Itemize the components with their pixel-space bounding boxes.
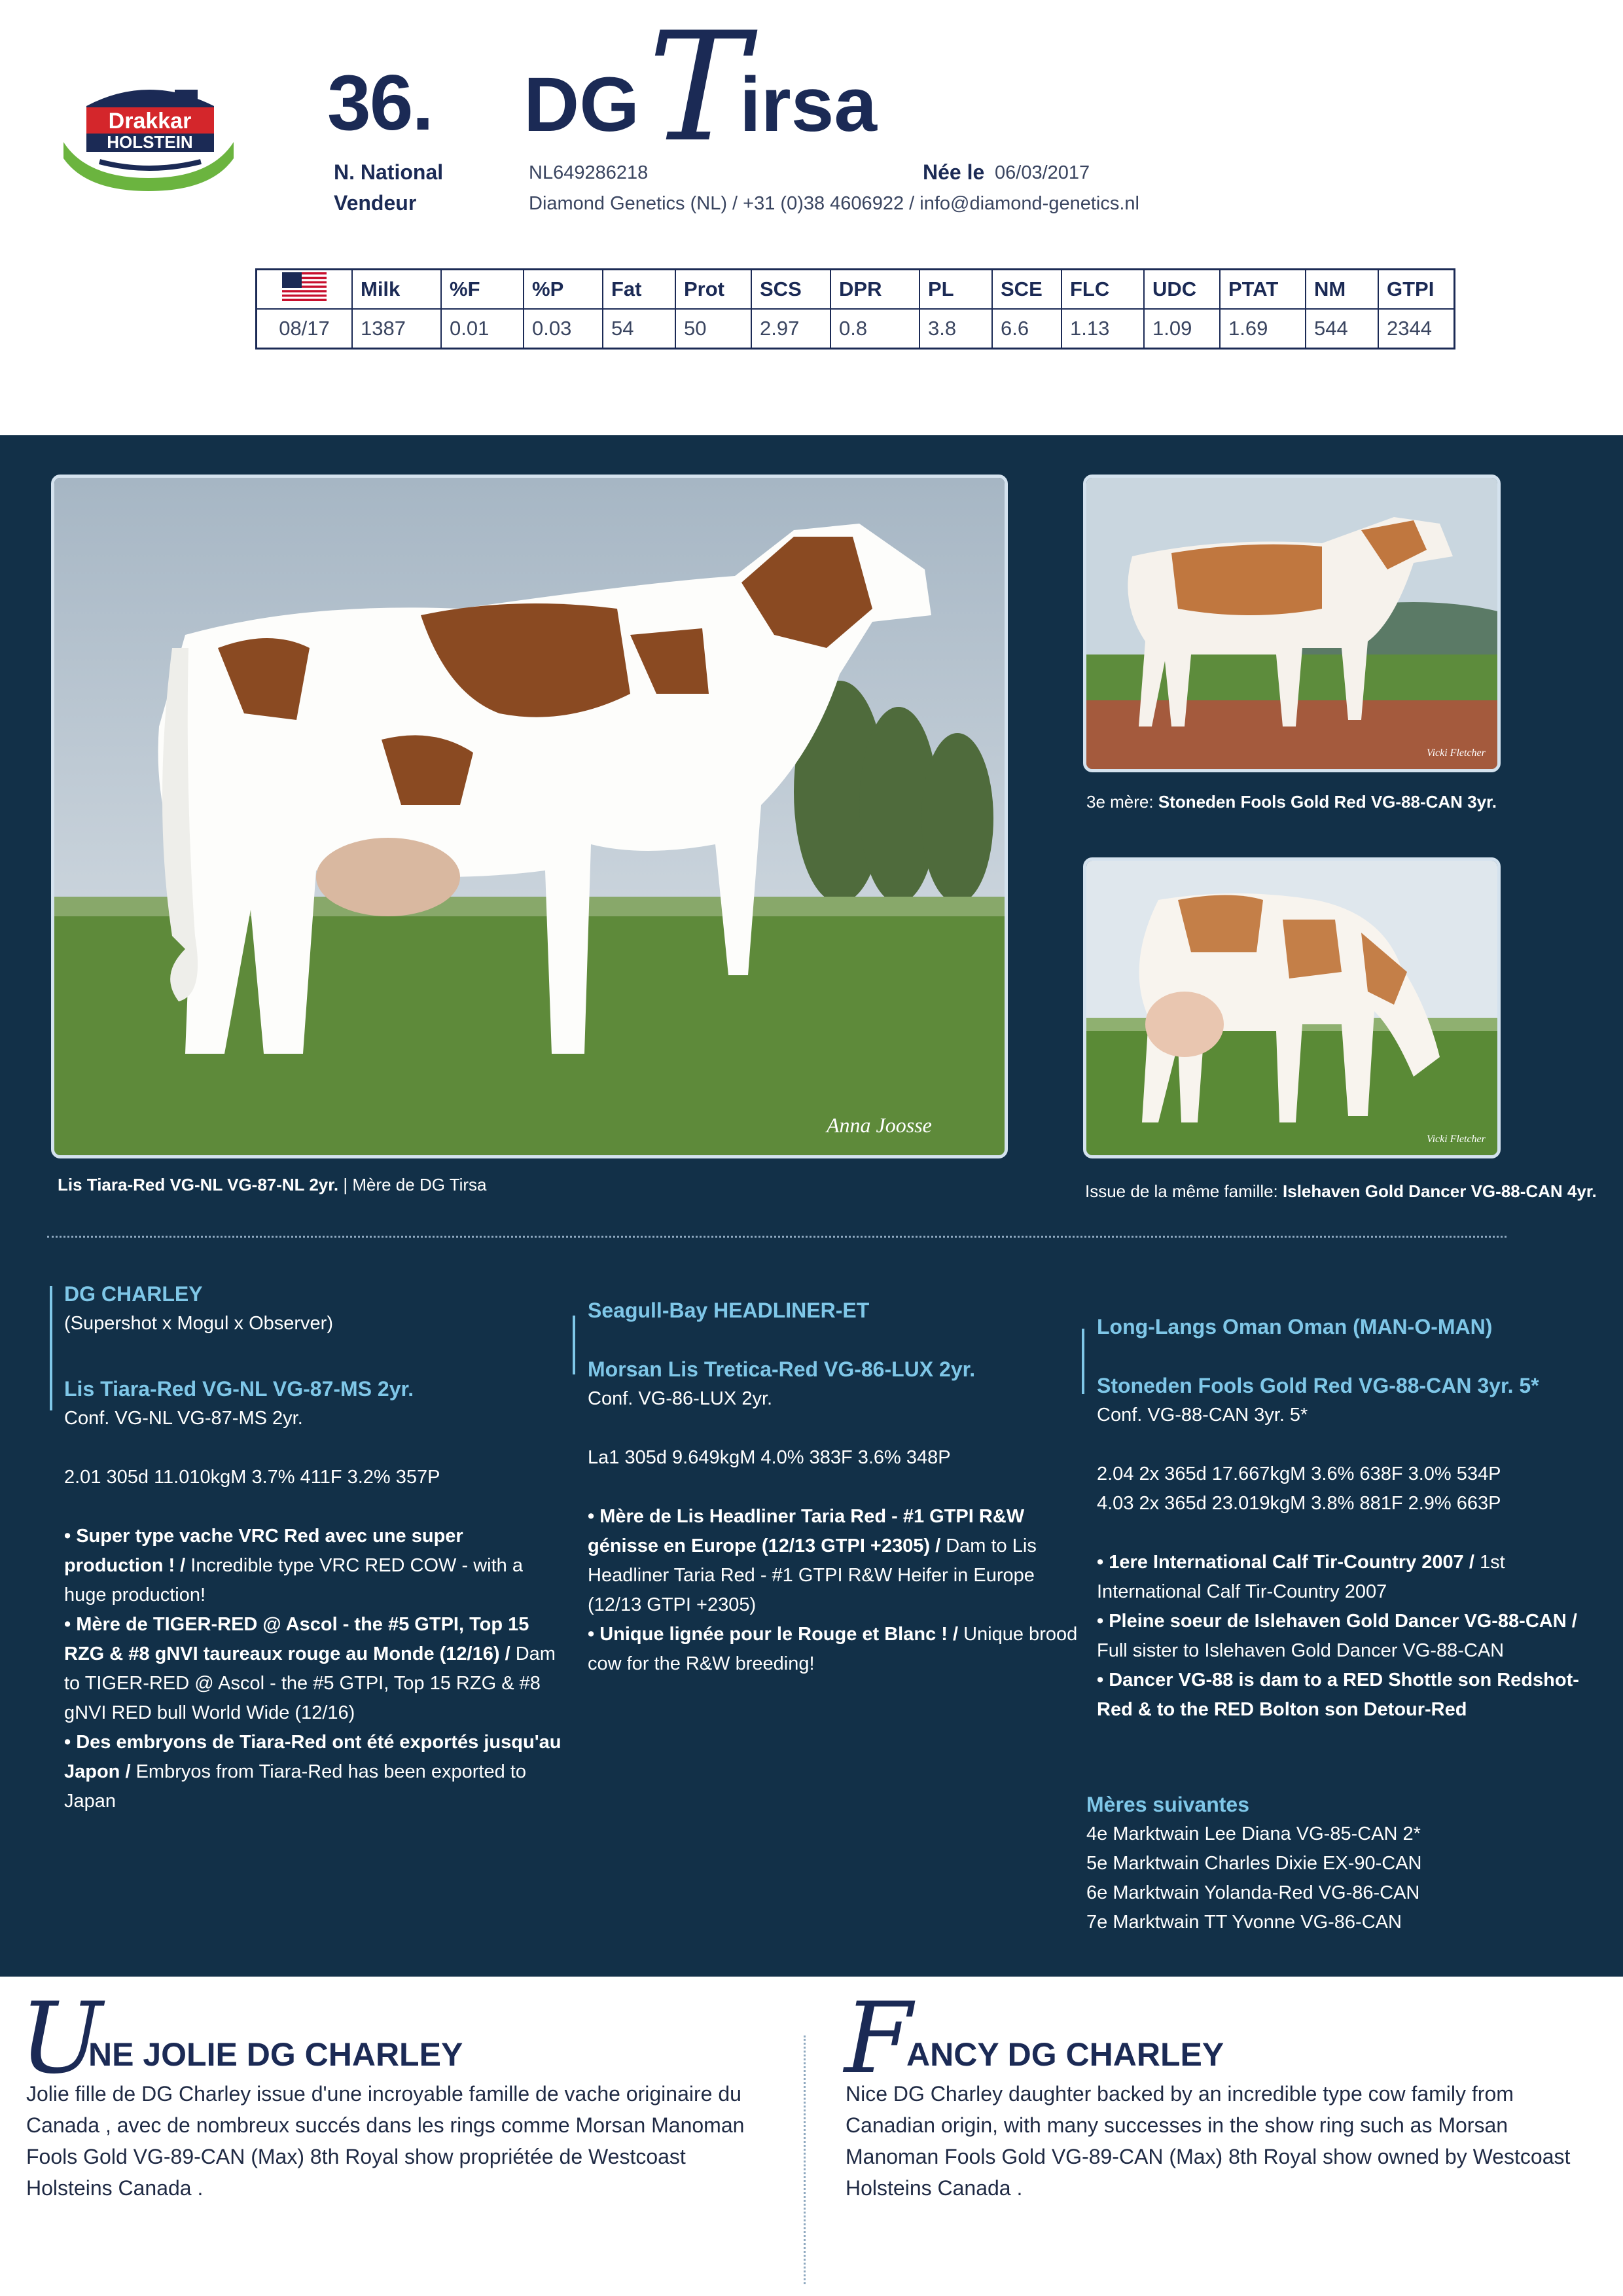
- col3-dam-production-2: 4.03 2x 365d 23.019kgM 3.8% 881F 2.9% 663P: [1097, 1493, 1501, 1514]
- col3-dam-production-1: 2.04 2x 365d 17.667kgM 3.6% 638F 3.0% 534P: [1097, 1463, 1501, 1484]
- main-photo-watermark: Anna Joosse: [827, 1113, 932, 1137]
- en-title: ANCY DG CHARLEY: [906, 2036, 1224, 2073]
- val-prot: 50: [675, 309, 751, 349]
- col-pl: PL: [919, 270, 992, 310]
- val-udc: 1.09: [1144, 309, 1220, 349]
- born-value: 06/03/2017: [995, 162, 1090, 183]
- family-caption-name: Islehaven Gold Dancer VG-88-CAN 4yr.: [1283, 1181, 1597, 1201]
- index-header-row: [257, 270, 1455, 310]
- col-gtpi: GTPI: [1378, 270, 1455, 310]
- val-nm: 544: [1306, 309, 1378, 349]
- fr-description: Jolie fille de DG Charley issue d'une incroyable famille de vache originaire du Canada , avec de nombreux succés dans les rings comme Morsan Manoman Fools Gold VG-89-CAN (Max) 8th Royal show propriétée de Westcoast Holsteins Canada .: [26, 2082, 745, 2200]
- pedigree-column-3: [1097, 1312, 1581, 1725]
- col-sce: SCE: [992, 270, 1061, 310]
- main-caption-rest: | Mère de DG Tirsa: [338, 1175, 487, 1194]
- col1-sire: DG CHARLEY: [64, 1282, 203, 1306]
- col2-bullet-2: • Unique lignée pour le Rouge et Blanc ! / Unique brood cow for the R&W breeding!: [588, 1624, 1078, 1674]
- col1-dam-production: 2.01 305d 11.010kgM 3.7% 411F 3.2% 357P: [64, 1467, 440, 1488]
- national-value: NL649286218: [529, 162, 649, 183]
- following-dam-4: 4e Marktwain Lee Diana VG-85-CAN 2*: [1086, 1823, 1421, 1844]
- col3-sire: Long-Langs Oman Oman (MAN-O-MAN): [1097, 1315, 1493, 1338]
- main-photo-caption: [58, 1175, 487, 1195]
- col2-bullet-1: • Mère de Lis Headliner Taria Red - #1 GTPI R&W génisse en Europe (12/13 GTPI +2305) / Dam to Lis Headliner Taria Red - #1 GTPI R&W Heifer in Europe (12/13 GTPI +2305): [588, 1506, 1037, 1615]
- col-fat: Fat: [603, 270, 675, 310]
- col2-accent-bar: [573, 1316, 575, 1374]
- seller-label: Vendeur: [334, 191, 417, 215]
- col-prot-pct: %P: [524, 270, 603, 310]
- genomic-index-table: [255, 268, 1455, 350]
- family-caption-prefix: Issue de la même famille:: [1085, 1181, 1283, 1201]
- val-flc: 1.13: [1061, 309, 1144, 349]
- index-date: 08/17: [279, 317, 330, 340]
- family-photo: [1083, 857, 1501, 1158]
- seller-value: Diamond Genetics (NL) / +31 (0)38 4606922 / info@diamond-genetics.nl: [529, 193, 1139, 214]
- title-rest: irsa: [740, 62, 877, 148]
- following-dam-7: 7e Marktwain TT Yvonne VG-86-CAN: [1086, 1912, 1402, 1933]
- val-pl: 3.8: [919, 309, 992, 349]
- following-dam-6: 6e Marktwain Yolanda-Red VG-86-CAN: [1086, 1882, 1420, 1903]
- col-dpr: DPR: [830, 270, 919, 310]
- col1-dam: Lis Tiara-Red VG-NL VG-87-MS 2yr.: [64, 1377, 414, 1401]
- col1-accent-bar: [50, 1286, 52, 1410]
- third-dam-caption-prefix: 3e mère:: [1086, 792, 1158, 812]
- col-udc: UDC: [1144, 270, 1220, 310]
- pedigree-column-1: [64, 1280, 562, 1816]
- lot-number: 36.: [327, 59, 433, 147]
- en-description: Nice DG Charley daughter backed by an incredible type cow family from Canadian origin, with many successes in the show ring such as Morsan Manoman Fools Gold VG-89-CAN (Max) 8th Royal show owned by Westcoast Holsteins Canada .: [846, 2082, 1571, 2200]
- val-ptat: 1.69: [1220, 309, 1306, 349]
- title-initial: T: [648, 1, 749, 175]
- third-dam-photo: [1083, 475, 1501, 772]
- val-dpr: 0.8: [830, 309, 919, 349]
- col-ptat: PTAT: [1220, 270, 1306, 310]
- panel-divider: [47, 1236, 1507, 1238]
- col-milk: Milk: [352, 270, 441, 310]
- col2-dam: Morsan Lis Tretica-Red VG-86-LUX 2yr.: [588, 1357, 976, 1381]
- val-fat-pct: 0.01: [441, 309, 524, 349]
- following-dam-5: 5e Marktwain Charles Dixie EX-90-CAN: [1086, 1853, 1422, 1874]
- val-sce: 6.6: [992, 309, 1061, 349]
- col1-bullet-1: • Super type vache VRC Red avec une super production ! / Incredible type VRC RED COW - with a huge production!: [64, 1526, 523, 1605]
- family-photo-caption: [1085, 1181, 1597, 1202]
- col-flc: FLC: [1061, 270, 1144, 310]
- fr-title: NE JOLIE DG CHARLEY: [88, 2036, 463, 2073]
- pedigree-column-2: [588, 1296, 1080, 1679]
- col2-dam-production: La1 305d 9.649kgM 4.0% 383F 3.6% 348P: [588, 1447, 951, 1468]
- third-dam-caption-name: Stoneden Fools Gold Red VG-88-CAN 3yr.: [1158, 792, 1497, 812]
- col-fat-pct: %F: [441, 270, 524, 310]
- title-prefix: DG: [524, 62, 639, 148]
- drakkar-holstein-logo: [60, 80, 240, 191]
- col-scs: SCS: [751, 270, 830, 310]
- fr-title-initial: U: [20, 1982, 103, 2096]
- main-caption-name: Lis Tiara-Red VG-NL VG-87-NL 2yr.: [58, 1175, 339, 1194]
- val-milk: 1387: [352, 309, 441, 349]
- third-dam-caption: [1086, 792, 1497, 812]
- en-title-initial: F: [844, 1982, 913, 2096]
- us-flag-icon: [257, 270, 353, 310]
- col-prot: Prot: [675, 270, 751, 310]
- third-dam-watermark: Vicki Fletcher: [1427, 747, 1486, 759]
- following-dams-title: Mères suivantes: [1086, 1793, 1250, 1816]
- col3-bullet-1: • 1ere International Calf Tir-Country 2007 / 1st International Calf Tir-Country 2007: [1097, 1552, 1505, 1602]
- val-scs: 2.97: [751, 309, 830, 349]
- logo-text-holstein: HOLSTEIN: [107, 132, 193, 152]
- family-photo-watermark: Vicki Fletcher: [1427, 1134, 1486, 1145]
- index-value-row: [257, 309, 1455, 349]
- val-gtpi: 2344: [1378, 309, 1455, 349]
- national-label: N. National: [334, 160, 444, 184]
- bottom-divider: [804, 2036, 806, 2284]
- logo-text-drakkar: Drakkar: [108, 109, 192, 134]
- col1-sire-pedigree: (Supershot x Mogul x Observer): [64, 1313, 333, 1334]
- col1-dam-conf: Conf. VG-NL VG-87-MS 2yr.: [64, 1408, 303, 1429]
- col1-bullet-3: • Des embryons de Tiara-Red ont été exportés jusqu'au Japon / Embryos from Tiara-Red has been exported to Japan: [64, 1732, 562, 1812]
- col2-sire: Seagull-Bay HEADLINER-ET: [588, 1299, 870, 1322]
- born-label: Née le: [923, 160, 985, 184]
- col2-dam-conf: Conf. VG-86-LUX 2yr.: [588, 1388, 773, 1409]
- val-prot-pct: 0.03: [524, 309, 603, 349]
- following-dams: [1086, 1790, 1571, 1937]
- col-nm: NM: [1306, 270, 1378, 310]
- val-fat: 54: [603, 309, 675, 349]
- col3-dam-conf: Conf. VG-88-CAN 3yr. 5*: [1097, 1405, 1308, 1426]
- col3-bullet-2: • Pleine soeur de Islehaven Gold Dancer VG-88-CAN / Full sister to Islehaven Gold Dancer VG-88-CAN: [1097, 1611, 1577, 1661]
- col3-dam: Stoneden Fools Gold Red VG-88-CAN 3yr. 5*: [1097, 1374, 1539, 1397]
- col3-accent-bar: [1082, 1329, 1084, 1394]
- col3-bullet-3: • Dancer VG-88 is dam to a RED Shottle son Redshot-Red & to the RED Bolton son Detour-Red: [1097, 1670, 1579, 1720]
- col1-bullet-2: • Mère de TIGER-RED @ Ascol - the #5 GTPI, Top 15 RZG & #8 gNVI taureaux rouge au Monde (12/16) / Dam to TIGER-RED @ Ascol - the #5 GTPI, Top 15 RZG & #8 gNVI RED bull World Wide (12/16): [64, 1614, 556, 1723]
- main-cow-photo: [51, 475, 1008, 1158]
